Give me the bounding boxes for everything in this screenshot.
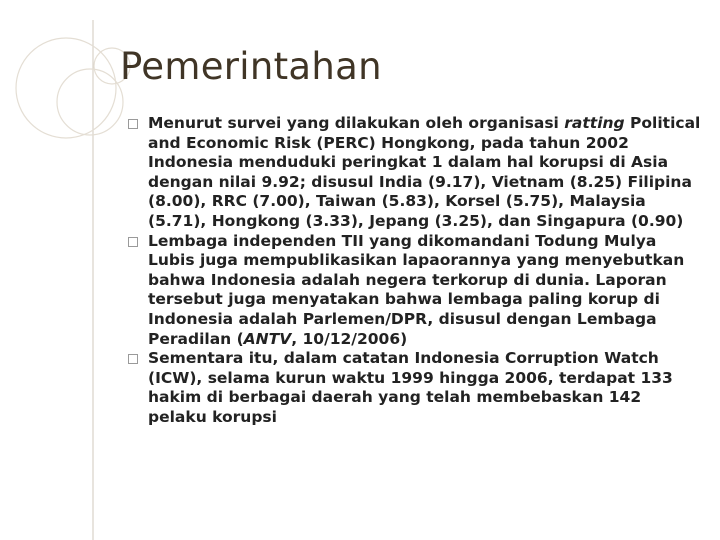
bullet-list <box>128 114 704 428</box>
bullet-text-italic: ANTV <box>243 329 292 348</box>
bullet-text-italic: ratting <box>564 114 625 132</box>
bullet-text-end: , 10/12/2006) <box>291 329 408 348</box>
bullet-item <box>128 114 704 232</box>
bullet-text-start: Menurut survei yang dilakukan oleh organisasi <box>148 114 565 132</box>
decor-circle-medium <box>57 69 123 135</box>
bullet-box-icon <box>128 119 138 129</box>
bullet-box-icon <box>128 354 138 364</box>
bullet-item <box>128 232 704 350</box>
bullet-item <box>128 349 704 427</box>
bullet-box-icon <box>128 237 138 247</box>
bullet-text: Sementara itu, dalam catatan Indonesia Corruption Watch (ICW), selama kurun waktu 1999 hingga 2006, terdapat 133 hakim di berbagai daerah yang telah membebaskan 142 pelaku korupsi <box>148 349 673 426</box>
bullet-text-end: Political and Economic Risk (PERC) Hongkong, pada tahun 2002 Indonesia menduduki peringkat 1 dalam hal korupsi di Asia dengan nilai 9.92; disusul India (9.17), Vietnam (8.25) Filipina (8.00), RRC (7.00), Taiwan (5.83), Korsel (5.75), Malaysia (5.71), Hongkong (3.33), Jepang (3.25), dan Singapura (0.90) <box>148 114 701 230</box>
slide-title: Pemerintahan <box>120 45 382 88</box>
bullet-text-start: Lembaga independen TII yang dikomandani Todung Mulya Lubis juga mempublikasikan lapaorannya yang menyebutkan bahwa Indonesia adalah negera terkorup di dunia. Laporan tersebut juga menyatakan bahwa lembaga paling korup di Indonesia adalah Parlemen/DPR, disusul dengan Lembaga Peradilan ( <box>148 231 685 348</box>
decor-circle-large <box>16 38 116 138</box>
